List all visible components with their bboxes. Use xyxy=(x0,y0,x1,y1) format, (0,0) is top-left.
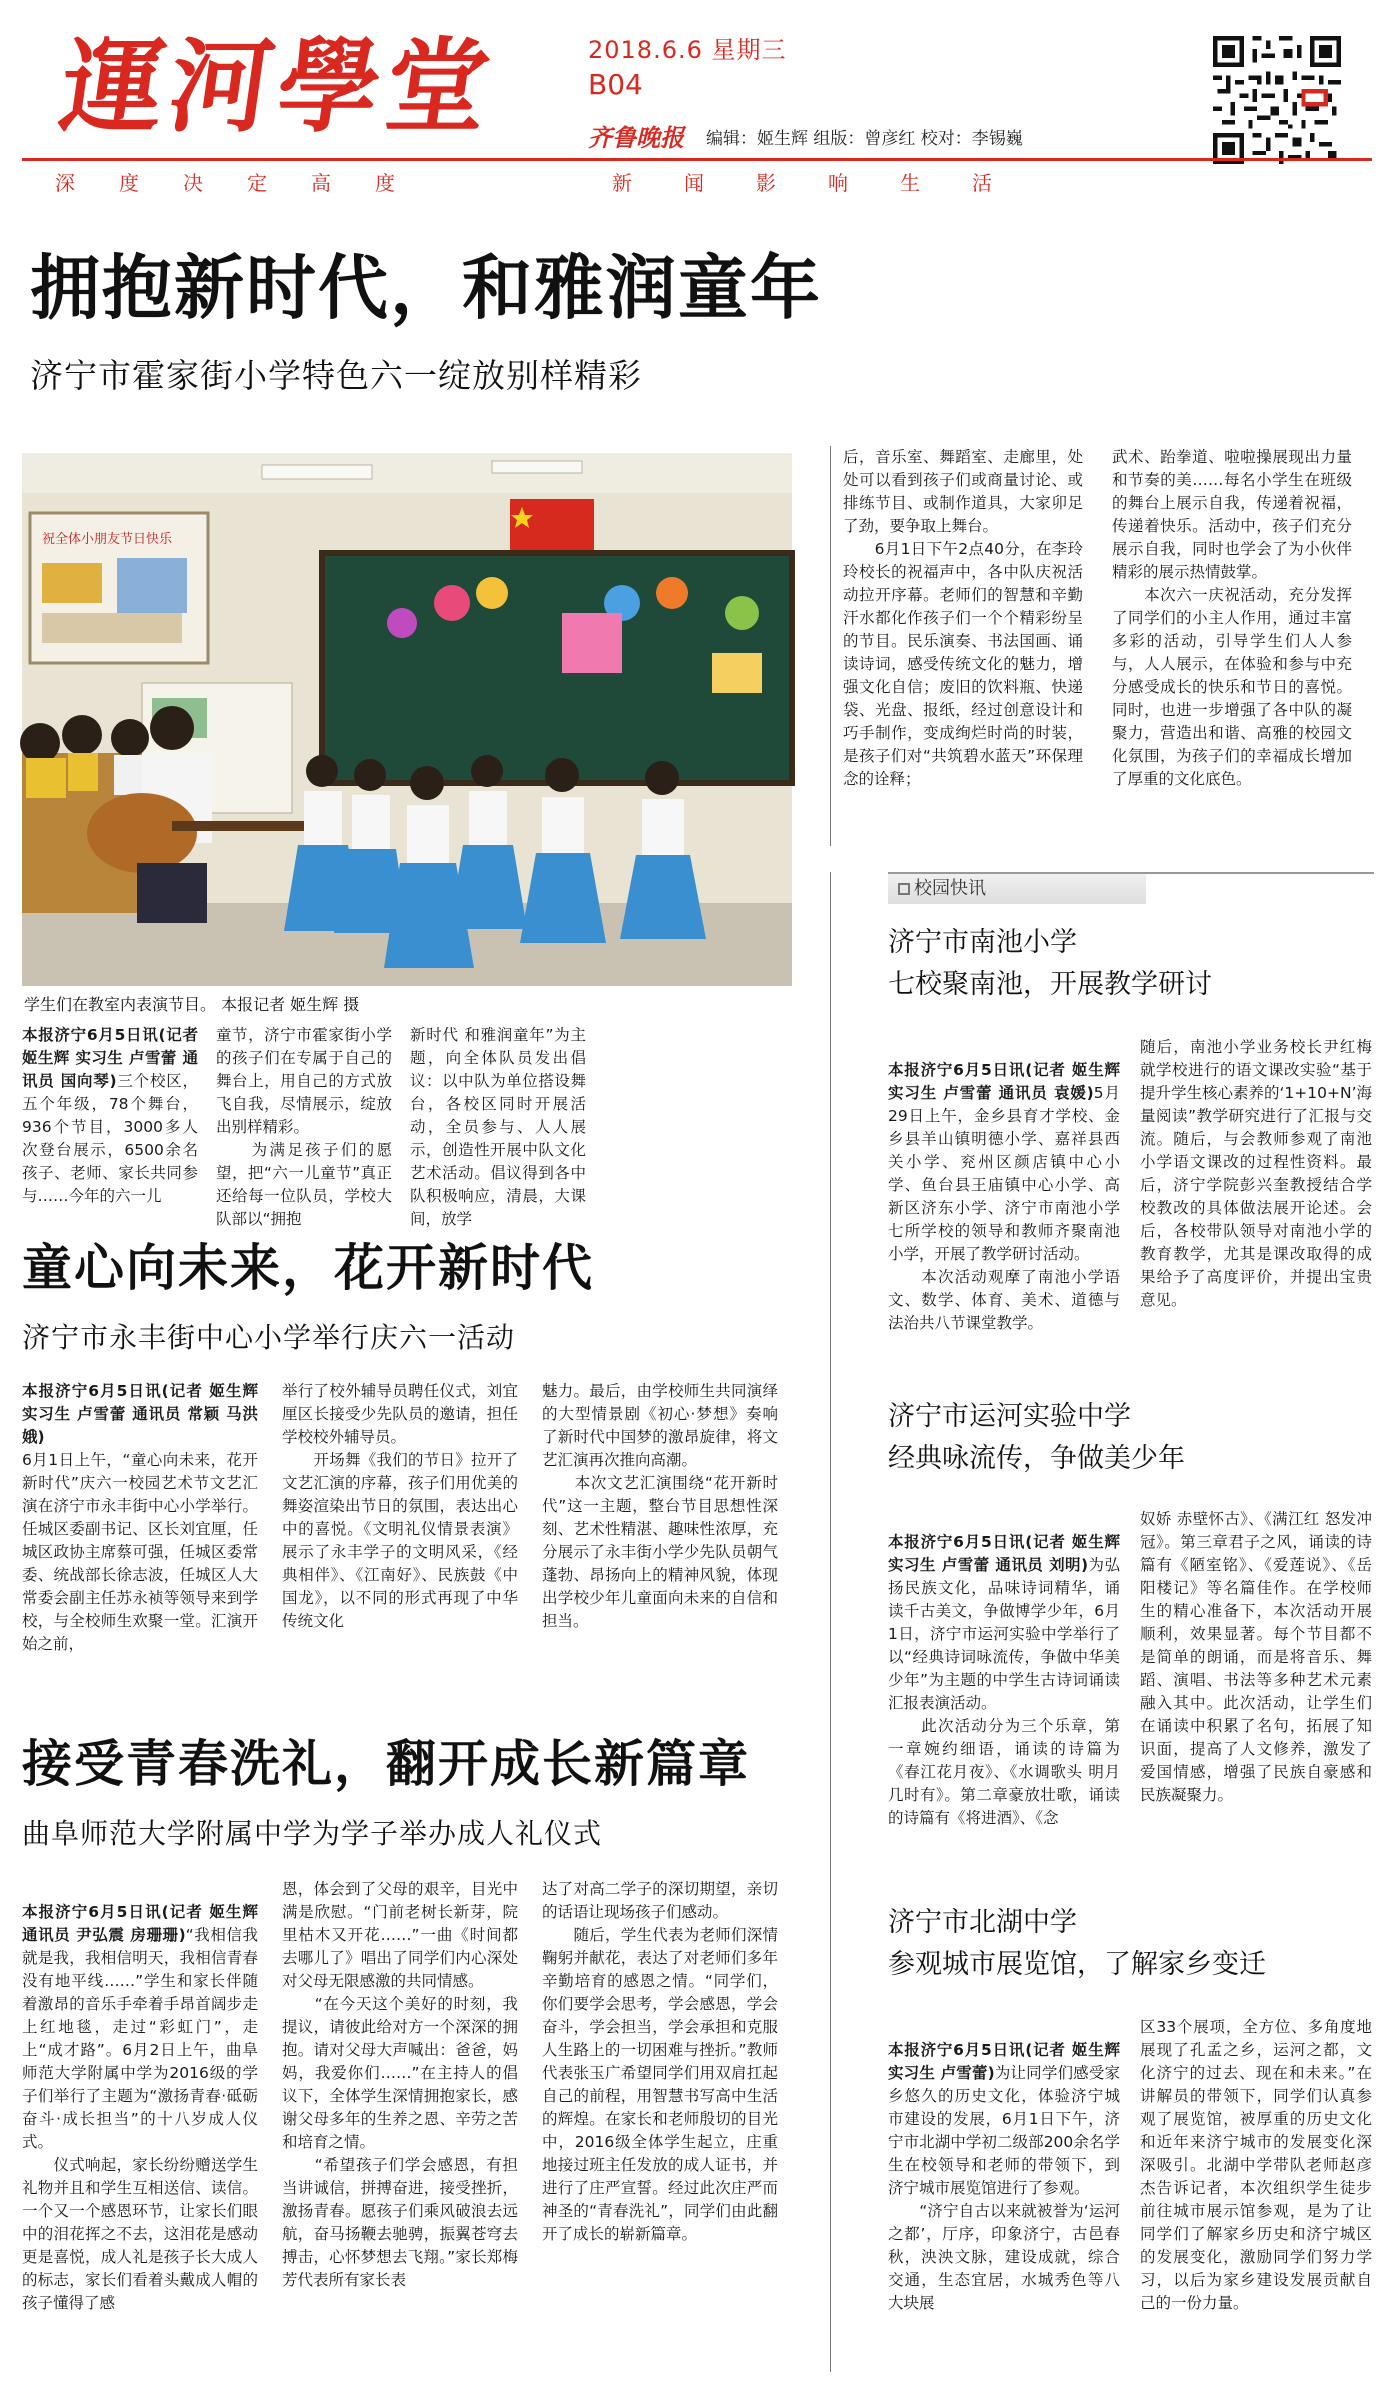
page-number: B04 xyxy=(588,68,643,101)
photo-caption: 学生们在教室内表演节目。 本报记者 姬生辉 摄 xyxy=(24,995,360,1014)
lead-photo xyxy=(22,453,792,986)
paper-logo: 齐鲁晚报 xyxy=(588,123,684,152)
story2-column-1 xyxy=(22,1380,258,1696)
story3-text-1: “我相信我就是我，我相信明天，我相信青春没有地平线……”学生和家长伴随着激昂的音乐手牵着手昂首阔步走上红地毯，走过“彩虹门”，走上“成才路”。6月2日上午，曲阜师范大学附属中学为2016级的学子们举行了主题为“激扬青春·砥砺奋斗·成长担当”的十八岁成人仪式。 仪式响起，家长纷纷赠送学生礼物并且和学生互相送信、读信。一个又一个感恩环节，让家长们眼中的泪花挥之不去，这泪花是感动更是喜悦，成人礼是孩子长大成人的标志，家长们看着头戴成人帽的孩子懂得了感 xyxy=(22,1926,258,2312)
lead-subhead: 济宁市霍家街小学特色六一绽放别样精彩 xyxy=(30,356,642,395)
story3-column-3: 达了对高二学子的深切期望，亲切的话语让现场孩子们感动。 随后，学生代表为老师们深情鞠躬并献花，表达了对老师们多年辛勤培育的感恩之情。“同学们，你们要学会思考，学会感恩，学会奋斗，学会担当，学会承担和克服人生路上的一切困难与挫折。”教师代表张玉广希望同学们用双肩扛起自己的前程，用智慧书写高中生活的辉煌。在家长和老师殷切的目光中，2016级全体学生起立，庄重地接过班主任发放的成人证书，并进行了庄严宣誓。经过此次庄严而神圣的“青春洗礼”，同学们由此翻开了成长的崭新篇章。 xyxy=(542,1880,778,2243)
story2-headline: 童心向未来，花开新时代 xyxy=(22,1239,594,1297)
photo-board-text: 祝全体小朋友节日快乐 xyxy=(42,532,173,547)
lead-column-2: 童节，济宁市霍家街小学的孩子们在专属于自己的舞台上，用自己的方式放飞自我，尽情展示，绽放出别样精彩。 为满足孩子们的愿望，把“六一儿童节”真正还给每一位队员，学校大队部以“拥抱 xyxy=(216,1026,392,1228)
story2-subhead: 济宁市永丰街中心小学举行庆六一活动 xyxy=(22,1321,516,1354)
campus-news-label-text: 校园快讯 xyxy=(914,878,986,899)
news2-column-2: 奴娇 赤壁怀古》、《满江红 怒发冲冠》。第三章君子之风，诵读的诗篇有《陋室铭》、《爱莲说》、《岳阳楼记》等名篇佳作。在学校师生的精心准备下，本次活动开展顺利，效果显著。每个节目都不是简单的朗诵，而是将音乐、舞蹈、演唱、书法等多种艺术元素融入其中。此次活动，让学生们在诵读中积累了名句，拓展了知识面，提高了人文修养，激发了爱国情感，增强了民族自豪感和民族凝聚力。 xyxy=(1140,1510,1372,1804)
news2-title-line2: 经典咏流传，争做美少年 xyxy=(888,1443,1185,1474)
news1-byline: 本报济宁6月5日讯(记者 姬生辉 实习生 卢雪蕾 通讯员 袁媛) xyxy=(888,1061,1120,1102)
news1-text-1: 5月29日上午，金乡县育才学校、金乡县羊山镇明德小学、嘉祥县西关小学、兖州区颜店镇中心小学、鱼台县王庙镇中心小学、高新区济东小学、济宁市南池小学七所学校的领导和教师齐聚南池小学，开展了教学研讨活动。 本次活动观摩了南池小学语文、数学、体育、美术、道德与法治共八节课堂教学。 xyxy=(888,1084,1120,1332)
news3-text-1: 为让同学们感受家乡悠久的历史文化，体验济宁城市建设的发展，6月1日下午，济宁市北湖中学初二级部200余名学生在校领导和老师的带领下，到济宁城市展览馆进行了参观。 “济宁自古以来就被誉为‘运河之都’，厅序，印象济宁，古邑春秋，泱泱文脉，建设成就，综合交通，生态宜居，水城秀色等八大块展 xyxy=(888,2064,1120,2312)
lead-column-5: 武术、跆拳道、啦啦操展现出力量和节奏的美……每名小学生在班级的舞台上展示自我，传递着祝福，传递着快乐。活动中，孩子们充分展示自我，同时也学会了为小伙伴精彩的展示热情鼓掌。 本次六一庆祝活动，充分发挥了同学们的小主人作用，通过丰富多彩的活动，引导学生们人人参与，人人展示，在体验和参与中充分感受成长的快乐和节日的喜悦。同时，也进一步增强了各中队的凝聚力，营造出和谐、高雅的校园文化氛围，为孩子们的幸福成长增加了厚重的文化底色。 xyxy=(1112,448,1352,788)
news1-title-line1: 济宁市南池小学 xyxy=(888,927,1077,958)
slogan-right: 新闻影响生活 xyxy=(612,171,1044,195)
lead-byline: 本报济宁6月5日讯(记者 姬生辉 实习生 卢雪蕾 通讯员 国向琴) xyxy=(22,1026,198,1090)
lead-column-1 xyxy=(22,1024,198,1207)
masthead-title: 運河學堂 xyxy=(53,27,503,147)
story2-column-3: 魅力。最后，由学校师生共同演绎的大型情景剧《初心·梦想》奏响了新时代中国梦的激昂旋律，将文艺汇演再次推向高潮。 本次文艺汇演围绕“花开新时代”这一主题，整台节目思想性深刻、艺术性精湛、趣味性浓厚，充分展示了永丰街小学少先队员朝气蓬勃、昂扬向上的精神风貌，体现出学校少年儿童面向未来的自信和担当。 xyxy=(542,1382,778,1630)
story2-column-2: 举行了校外辅导员聘任仪式，刘宜厘区长接受少先队员的邀请，担任学校校外辅导员。 开场舞《我们的节日》拉开了文艺汇演的序幕，孩子们用优美的舞姿渲染出节日的氛围，表达出心中的喜悦。《文明礼仪情景表演》展示了永丰学子的文明风采，《经典相伴》、《江南好》、民族鼓《中国龙》，以不同的形式再现了中华传统文化 xyxy=(282,1382,518,1630)
news2-byline: 本报济宁6月5日讯(记者 姬生辉 实习生 卢雪蕾 通讯员 刘明) xyxy=(888,1533,1120,1574)
lead-text-1: 三个校区，五个年级，78个舞台，936个节目，3000多人次登台展示，6500余名孩子、老师、家长共同参与……今年的六一儿 xyxy=(22,1072,198,1205)
masthead-rule xyxy=(22,158,1372,161)
classroom-performance-image xyxy=(22,453,792,986)
news1-title-line2: 七校聚南池，开展教学研讨 xyxy=(888,969,1212,1000)
staff-credits: 编辑：姬生辉 组版：曾彦红 校对：李锡巍 xyxy=(706,129,1023,149)
news1-column-1 xyxy=(888,1036,1120,1372)
story3-subhead: 曲阜师范大学附属中学为学子举办成人礼仪式 xyxy=(22,1817,603,1850)
news3-title-line1: 济宁市北湖中学 xyxy=(888,1907,1077,1938)
section-rule xyxy=(830,872,831,2372)
lead-column-4: 后，音乐室、舞蹈室、走廊里，处处可以看到孩子们或商量讨论、或排练节目、或制作道具，大家卯足了劲，要争取上舞台。 6月1日下午2点40分，在李玲玲校长的祝福声中，各中队庆祝活动拉开序幕。老师们的智慧和辛勤汗水都化作孩子们一个个精彩纷呈的节目。民乐演奏、书法国画、诵读诗词，感受传统文化的魅力，增强文化自信；废旧的饮料瓶、快递袋、光盘、报纸，经过创意设计和巧手制作，变成绚烂时尚的时装，是孩子们对“共筑碧水蓝天”环保理念的诠释； xyxy=(843,448,1083,788)
news2-text-1: 为弘扬民族文化，品味诗词精华，诵读千古美文，争做博学少年，6月1日，济宁市运河实验中学举行了以“经典诗词咏流传，争做中华美少年”为主题的中学生古诗词诵读汇报表演活动。 此次活动分为三个乐章，第一章婉约细语，诵读的诗篇为《春江花月夜》、《水调歌头 明月几时有》。第二章豪放壮歌，诵读的诗篇有《将进酒》、《念 xyxy=(888,1556,1120,1827)
story3-column-2: 恩，体会到了父母的艰辛，目光中满是欣慰。“门前老树长新芽，院里枯木又开花……”一曲《时间都去哪儿了》唱出了同学们内心深处对父母无限感激的共同情感。 “在今天这个美好的时刻，我提议，请彼此给对方一个深深的拥抱。请对父母大声喊出：爸爸，妈妈，我爱你们……”在主持人的倡议下，全体学生深情拥抱家长，感谢父母多年的生养之恩、辛劳之苦和培育之情。 “希望孩子们学会感恩，有担当讲诚信，拼搏奋进，接受挫折，激扬青春。愿孩子们乘风破浪去远航，奋马扬鞭去驰骋，振翼苍穹去搏击，心怀梦想去飞翔。”家长郑梅芳代表所有家长表 xyxy=(282,1880,518,2289)
campus-news-label xyxy=(888,872,1146,904)
story3-headline: 接受青春洗礼，翻开成长新篇章 xyxy=(22,1735,750,1793)
lead-column-3: 新时代 和雅润童年”为主题，向全体队员发出倡议：以中队为单位搭设舞台，各校区同时开展活动，全员参与、人人展示，创造性开展中队文化艺术活动。倡议得到各中队积极响应，清晨，大课间，放学 xyxy=(410,1026,586,1228)
qr-code-icon xyxy=(1213,36,1341,164)
news2-title-line1: 济宁市运河实验中学 xyxy=(888,1401,1131,1432)
column-rule xyxy=(830,446,831,846)
news3-column-1 xyxy=(888,2016,1120,2376)
slogan-left: 深度决定高度 xyxy=(55,171,439,195)
issue-date: 2018.6.6 星期三 xyxy=(588,36,787,64)
news1-column-2: 随后，南池小学业务校长尹红梅就学校进行的语文课改实验“基于提升学生核心素养的‘1+10+N’海量阅读”教学研究进行了汇报与交流。随后，与会教师参观了南池小学语文课改的过程性资料。最后，济宁学院彭兴奎教授结合学校教改的具体做法展开论述。会后，各校带队领导对南池小学的教育教学，尤其是课改取得的成果给予了高度评价，并提出宝贵意见。 xyxy=(1140,1038,1373,1309)
news2-column-1 xyxy=(888,1508,1120,1888)
lead-headline: 拥抱新时代，和雅润童年 xyxy=(30,247,822,329)
news3-column-2: 区33个展项，全方位、多角度地展现了孔孟之乡，运河之都，文化济宁的过去、现在和未来。”在讲解员的带领下，同学们认真参观了展览馆，被厚重的历史文化和近年来济宁城市的发展变化深深吸引。北湖中学带队老师赵彦杰告诉记者，本次组织学生徒步前往城市展示馆参观，是为了让同学们了解家乡历史和济宁城区的发展变化，激励同学们努力学习，以后为家乡建设发展贡献自己的一份力量。 xyxy=(1140,2018,1372,2312)
story3-column-1 xyxy=(22,1878,258,2376)
story2-byline: 本报济宁6月5日讯(记者 姬生辉 实习生 卢雪蕾 通讯员 常颖 马洪娥) xyxy=(22,1382,258,1446)
news3-title-line2: 参观城市展览馆，了解家乡变迁 xyxy=(888,1949,1266,1980)
section-icon xyxy=(898,883,910,895)
story2-text-1: 6月1日上午，“童心向未来，花开新时代”庆六一校园艺术节文艺汇演在济宁市永丰街中心小学举行。任城区委副书记、区长刘宜厘，任城区政协主席蔡可强，任城区委常委、统战部长徐志波，任城区人大常委会副主任苏永祯等领导来到学校，与全校师生欢聚一堂。汇演开始之前， xyxy=(22,1451,258,1653)
story3-byline: 本报济宁6月5日讯(记者 姬生辉 通讯员 尹弘震 房珊珊) xyxy=(22,1903,258,1944)
news3-byline: 本报济宁6月5日讯(记者 姬生辉 实习生 卢雪蕾) xyxy=(888,2041,1120,2082)
